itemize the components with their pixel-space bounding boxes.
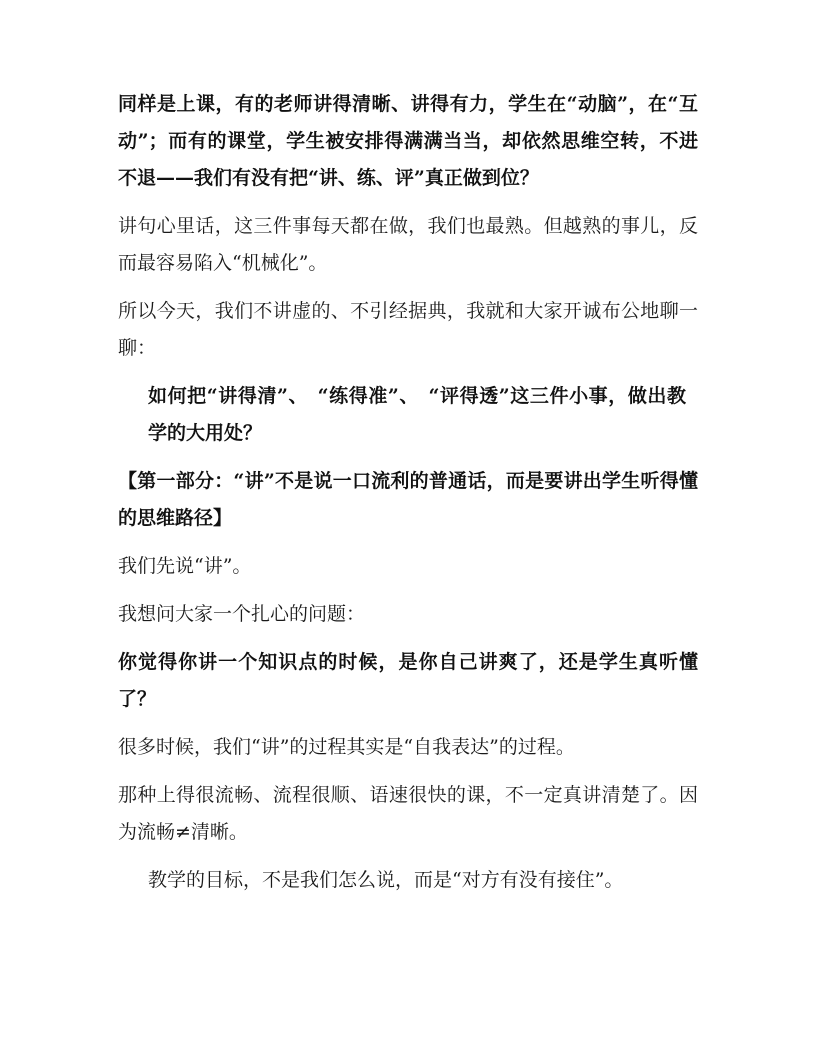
paragraph-opening-hook: 同样是上课，有的老师讲得清晰、讲得有力，学生在“动脑”，在“互动”；而有的课堂，学生被安排得满满当当，却依然思维空转，不进不退——我们有没有把“讲、练、评”真正做到位？ bbox=[118, 93, 698, 189]
paragraph-core-question-quote: 如何把“讲得清”、 “练得准”、 “评得透”这三件小事，做出教学的大用处？ bbox=[148, 385, 686, 444]
paragraph-question-lead: 我想问大家一个扎心的问题： bbox=[118, 603, 366, 625]
section-heading-part-one: 【第一部分：“讲”不是说一口流利的普通话，而是要讲出学生听得懂的思维路径】 bbox=[118, 470, 698, 529]
paragraph-first-talk: 我们先说“讲”。 bbox=[118, 555, 252, 577]
paragraph-self-expression: 很多时候，我们“讲”的过程其实是“自我表达”的过程。 bbox=[118, 736, 575, 758]
paragraph-fluency-not-clarity: 那种上得很流畅、流程很顺、语速很快的课，不一定真讲清楚了。因为流畅≠清晰。 bbox=[118, 784, 698, 843]
paragraph-piercing-question: 你觉得你讲一个知识点的时候，是你自己讲爽了，还是学生真听懂了？ bbox=[118, 651, 698, 710]
paragraph-teaching-goal: 教学的目标，不是我们怎么说，而是“对方有没有接住”。 bbox=[148, 869, 624, 891]
paragraph-today-intro: 所以今天，我们不讲虚的、不引经据典，我就和大家开诚布公地聊一聊： bbox=[118, 300, 698, 359]
paragraph-honest-words: 讲句心里话，这三件事每天都在做，我们也最熟。但越熟的事儿，反而最容易陷入“机械化”。 bbox=[118, 215, 698, 274]
